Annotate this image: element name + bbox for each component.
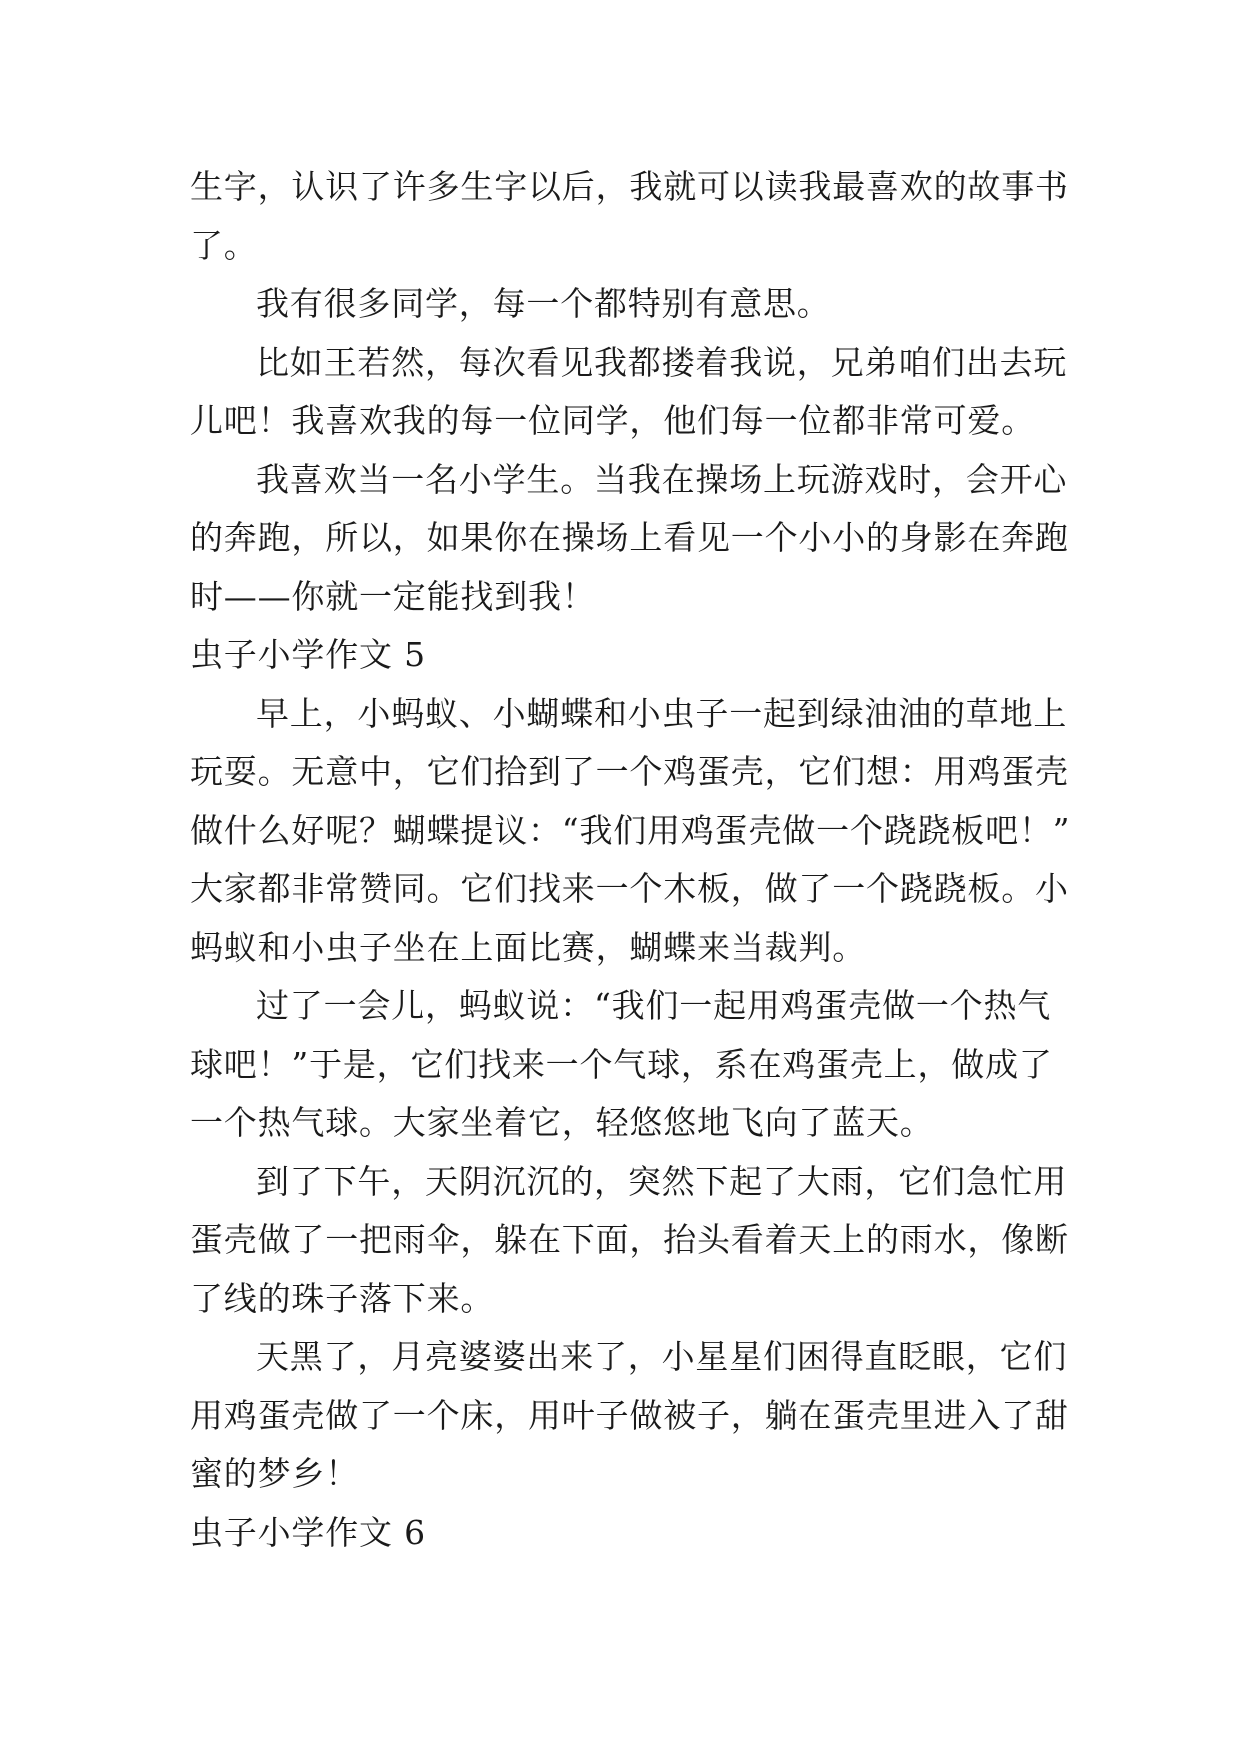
text-line: 蜜的梦乡！ [190,1454,359,1493]
text-line: 蛋壳做了一把雨伞，躲在下面，抬头看着天上的雨水，像断 [190,1220,1069,1259]
text-line: 做什么好呢？蝴蝶提议：“我们用鸡蛋壳做一个跷跷板吧！” [190,810,1071,850]
text-line: 蚂蚁和小虫子坐在上面比赛，蝴蝶来当裁判。 [190,927,866,967]
text-line: 生字，认识了许多生字以后，我就可以读我最喜欢的故事书 [190,167,1069,206]
text-line: 儿吧！我喜欢我的每一位同学，他们每一位都非常可爱。 [190,401,1035,440]
text-line: 时——你就一定能找到我！ [190,576,596,616]
text-line: 天黑了，月亮婆婆出来了，小星星们困得直眨眼，它们 [256,1337,1068,1376]
text-line: 一个热气球。大家坐着它，轻悠悠地飞向了蓝天。 [190,1103,934,1142]
text-line: 玩耍。无意中，它们拾到了一个鸡蛋壳，它们想：用鸡蛋壳 [190,752,1069,791]
text-line: 的奔跑，所以，如果你在操场上看见一个小小的身影在奔跑 [190,518,1069,557]
text-line: 了线的珠子落下来。 [190,1278,495,1318]
text-line: 了。 [190,225,258,265]
text-line: 比如王若然，每次看见我都搂着我说，兄弟咱们出去玩 [256,342,1068,382]
text-line: 用鸡蛋壳做了一个床，用叶子做被子，躺在蛋壳里进入了甜 [190,1395,1069,1435]
section-heading: 虫子小学作文 6 [190,1512,426,1552]
text-line: 我有很多同学，每一个都特别有意思。 [256,284,831,323]
text-line: 早上，小蚂蚁、小蝴蝶和小虫子一起到绿油油的草地上 [256,693,1068,733]
document-body [190,158,1071,1562]
text-line: 到了下午，天阴沉沉的，突然下起了大雨，它们急忙用 [256,1161,1068,1201]
text-line: 球吧！”于是，它们找来一个气球，系在鸡蛋壳上，做成了 [190,1044,1053,1084]
text-line: 大家都非常赞同。它们找来一个木板，做了一个跷跷板。小 [190,869,1069,908]
text-line: 我喜欢当一名小学生。当我在操场上玩游戏时，会开心 [256,459,1068,499]
text-line: 过了一会儿，蚂蚁说：“我们一起用鸡蛋壳做一个热气 [256,986,1052,1025]
section-heading: 虫子小学作文 5 [190,635,426,674]
